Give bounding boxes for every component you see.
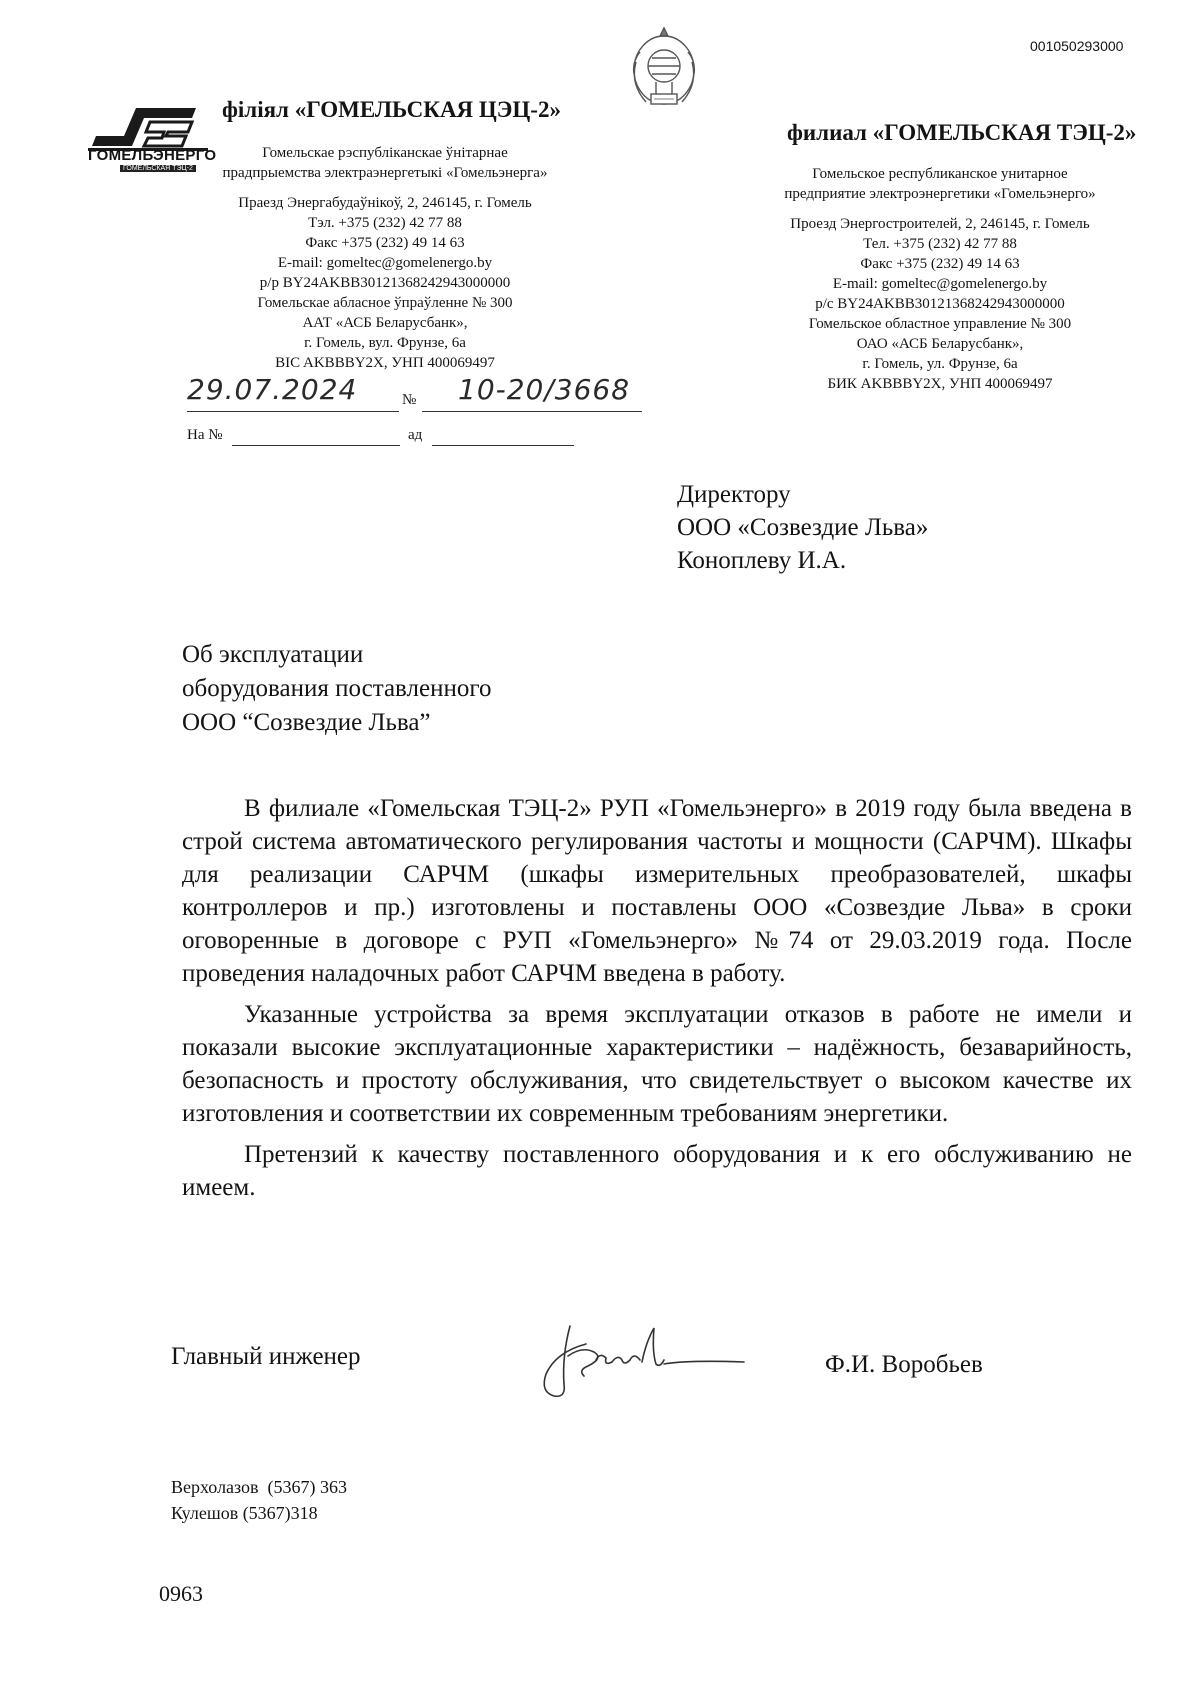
header-line: Гомельское республиканское унитарное [812,166,1068,182]
header-line: р/с BY24AKBB30121368242943000000 [815,296,1065,312]
reference-number: 10-20/3668 [458,373,631,406]
document-number: 001050293000 [1030,38,1124,54]
logo-wordmark: ГОМЕЛЬЭНЕРГО [88,147,217,164]
reference-date: 29.07.2024 [187,373,358,406]
incoming-date-line [432,445,574,446]
header-details-ru [750,164,1130,394]
contacts-block [171,1474,347,1526]
header-line: Гомельское областное управление № 300 [808,316,1072,332]
header-line: Факс +375 (232) 49 14 63 [305,235,465,251]
incoming-number-label: На № [187,427,223,443]
header-line: прадпрыемства электраэнергетыкі «Гомельэнерга» [222,165,548,181]
header-line: г. Гомель, ул. Фрунзе, 6а [862,356,1018,372]
addressee-line: Коноплеву И.А. [677,547,847,574]
addressee-line: Директору [677,481,791,508]
contact-line: Верхолазов (5367) 363 [171,1477,348,1497]
state-emblem-icon [618,22,710,114]
header-line: BIC AKBBBY2X, УНП 400069497 [275,355,495,371]
addressee-block [677,478,928,577]
header-line: предприятие электроэнергетики «Гомельэнерго» [784,186,1096,202]
signatory-position: Главный инженер [171,1343,361,1370]
header-title-by: філіял «ГОМЕЛЬСКАЯ ЦЭЦ-2» [222,97,561,122]
subject-line: Об эксплуатации [182,641,364,668]
body-paragraph: В филиале «Гомельская ТЭЦ-2» РУП «Гомельэнерго» в 2019 году была введена в строй система автоматического регулирования частоты и мощности (САРЧМ). Шкафы для реализации САРЧМ (шкафы измерительных преобразователей, шкафы контроллеров и пр.) изготовлены и поставлены ООО «Созвездие Льва» в сроки оговоренные в договоре с РУП «Гомельэнерго» №74 от 29.03.2019 года. После проведения наладочных работ САРЧМ введена в работу. [182,795,1132,987]
header-line: Тэл. +375 (232) 42 77 88 [308,215,462,231]
subject-line: ООО “Созвездие Льва” [182,709,431,736]
header-line: р/р BY24AKBB30121368242943000000 [259,275,511,291]
handwritten-signature-icon [510,1316,750,1412]
reference-number-sign: № [402,392,417,408]
header-line: БИК AKBBBY2X, УНП 400069497 [827,376,1053,392]
header-line: E-mail: gomeltec@gomelenergo.by [832,276,1048,292]
reference-date-line [187,411,399,412]
header-line: Тел. +375 (232) 42 77 88 [863,236,1017,252]
header-title-ru: филиал «ГОМЕЛЬСКАЯ ТЭЦ-2» [787,120,1137,145]
header-line: E-mail: gomeltec@gomelenergo.by [277,255,493,271]
header-line: Проезд Энергостроителей, 2, 246145, г. Гомель [790,216,1090,232]
header-line: Гомельскае рэспубліканскае ўнітарнае [262,145,508,161]
header-line: Гомельскае абласное ўпраўленне № 300 [257,295,513,311]
body-paragraph: Указанные устройства за время эксплуатации отказов в работе не имели и показали высокие эксплуатационные характеристики – надёжность, безаварийность, безопасность и простоту обслуживания, что свидетельствует о высоком качестве их изготовления и соответствии их современным требованиям энергетики. [182,1001,1132,1127]
header-details-by [195,143,575,373]
document-code: 0963 [159,1581,203,1606]
letter-body [182,792,1132,1212]
contact-line: Кулешов (5367)318 [171,1503,318,1523]
reference-number-line [422,411,642,412]
header-line: Факс +375 (232) 49 14 63 [860,256,1020,272]
header-line: ОАО «АСБ Беларусбанк», [856,336,1024,352]
incoming-number-line [232,445,400,446]
header-line: Праезд Энергабудаўнікоў, 2, 246145, г. Гомель [238,195,532,211]
logo-subline: ГОМЕЛЬСКАЯ ТЭЦ-2 [120,165,196,172]
header-line: ААТ «АСБ Беларусбанк», [302,315,468,331]
subject-block [182,638,491,740]
addressee-line: ООО «Созвездие Льва» [677,514,929,541]
signatory-name: Ф.И. Воробьев [825,1351,983,1378]
subject-line: оборудования поставленного [182,675,492,702]
incoming-date-label: ад [408,427,423,443]
header-line: г. Гомель, вул. Фрунзе, 6а [304,335,466,351]
body-paragraph: Претензий к качеству поставленного оборудования и к его обслуживанию не имеем. [182,1141,1132,1201]
